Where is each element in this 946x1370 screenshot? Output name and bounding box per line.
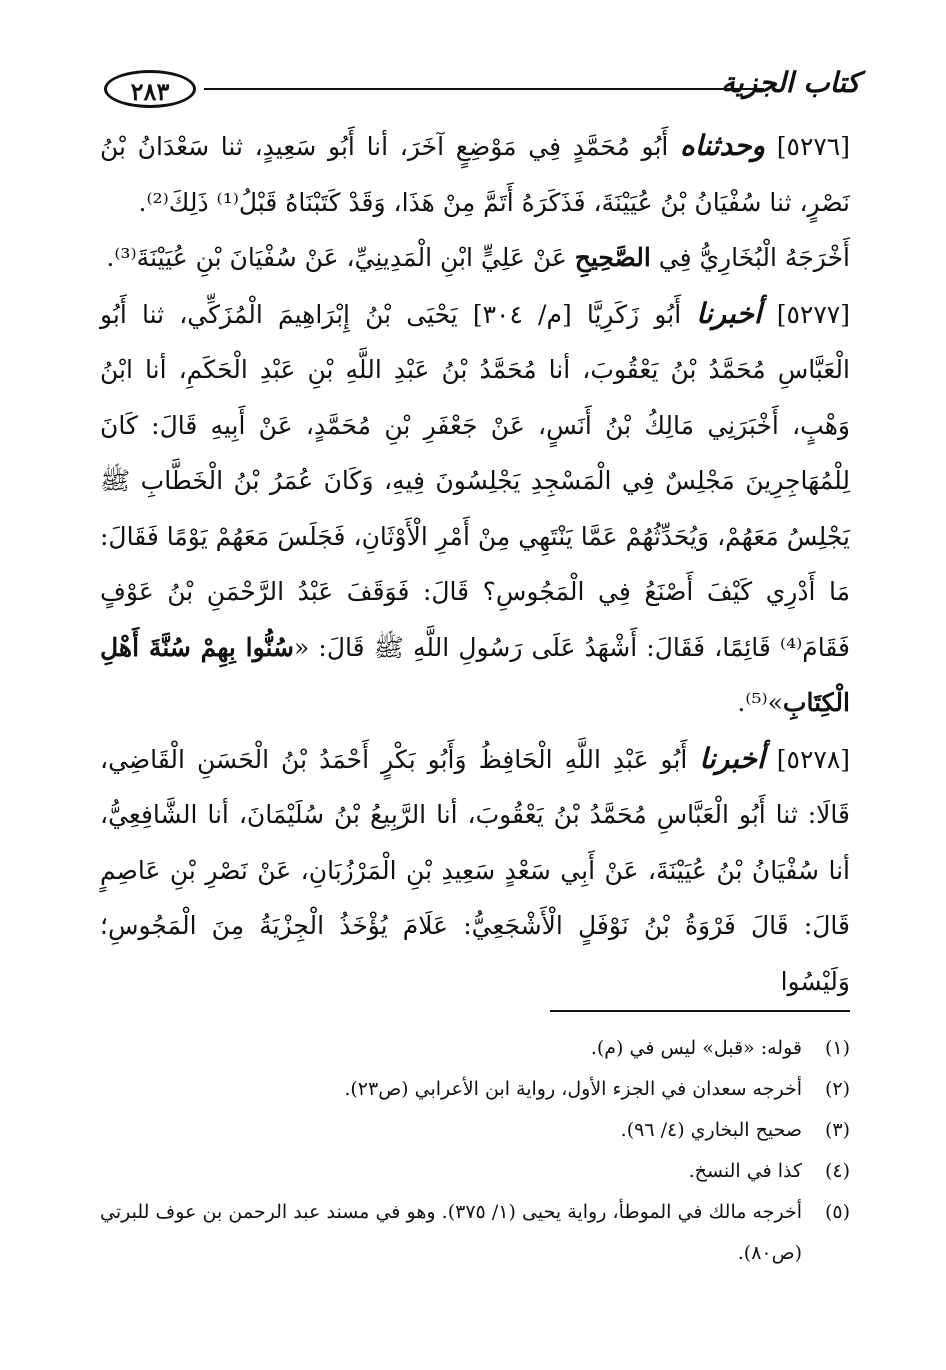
hadith-number: [٥٢٧٧] [776,299,850,329]
hadith-5278 [100,731,850,1010]
footnotes [100,1028,850,1274]
header-rule [204,88,764,90]
hadith-text-end: »⁽⁵⁾. [737,688,783,717]
hadith-lead: وحدثناه [680,129,766,162]
footnote-number: (٣) [824,1119,850,1141]
footnote-text: أخرجه مالك في الموطأ، رواية يحيى (١/ ٣٧٥). وهو في مسند عبد الرحمن بن عوف للبرتي (ص٨٠). [100,1201,802,1264]
page-header [100,66,860,116]
hadith-text: أَبُو زَكَرِيَّا [م/ ٣٠٤] يَحْيَى بْنُ إِبْرَاهِيمَ الْمُزَكِّي، ثنا أَبُو الْعَبَّاسِ مُحَمَّدُ بْنُ يَعْقُوبَ، أنا مُحَمَّدُ بْنُ عَبْدِ اللَّهِ بْنِ عَبْدِ الْحَكَمِ، أنا ابْنُ وَهْبٍ، أَخْبَرَنِي مَالِكُ بْنُ أَنَسٍ، عَنْ جَعْفَرِ بْنِ مُحَمَّدٍ، عَنْ أَبِيهِ قَالَ: كَانَ لِلْمُهَاجِرِينَ مَجْلِسٌ فِي الْمَسْجِدِ يَجْلِسُونَ فِيهِ، وَكَانَ عُمَرُ بْنُ الْخَطَّابِ ﷺ يَجْلِسُ مَعَهُمْ، وَيُحَدِّثُهُمْ عَمَّا يَنْتَهِي مِنْ أَمْرِ الْأَوْثَانِ، فَجَلَسَ مَعَهُمْ يَوْمًا فَقَالَ: مَا أَدْرِي كَيْفَ أَصْنَعُ فِي الْمَجُوسِ؟ قَالَ: فَوَقَفَ عَبْدُ الرَّحْمَنِ بْنُ عَوْفٍ فَقَامَ⁽⁴⁾ قَائِمًا، فَقَالَ: أَشْهَدُ عَلَى رَسُولِ اللَّهِ ﷺ قَالَ: « [100,299,850,662]
hadith-number: [٥٢٧٨] [776,744,851,774]
hadith-lead: أخبرنا [696,296,762,330]
hadith-text: أَبُو مُحَمَّدٍ فِي مَوْضِعٍ آخَرَ، أنا أَبُو سَعِيدٍ، ثنا سَعْدَانُ بْنُ نَصْرٍ، ثنا سُفْيَانُ بْنُ عُيَيْنَةَ، فَذَكَرَهُ أَتَمَّ مِنْ هَذَا، وَقَدْ كَتَبْنَاهُ قَبْلُ⁽¹⁾ ذَلِكَ⁽²⁾. [100,132,850,217]
book-title: كتاب الجزية [720,66,860,99]
hadith-text: أَبُو عَبْدِ اللَّهِ الْحَافِظُ وَأَبُو بَكْرٍ أَحْمَدُ بْنُ الْحَسَنِ الْقَاضِي، قَالَا: ثنا أَبُو الْعَبَّاسِ مُحَمَّدُ بْنُ يَعْقُوبَ، أنا الرَّبِيعُ بْنُ سُلَيْمَانَ، أنا الشَّافِعِيُّ، أنا سُفْيَانُ بْنُ عُيَيْنَةَ، عَنْ أَبِي سَعْدٍ سَعِيدِ بْنِ الْمَرْزُبَانِ، عَنْ نَصْرِ بْنِ عَاصِمٍ قَالَ: قَالَ فَرْوَةُ بْنُ نَوْفَلٍ الْأَشْجَعِيُّ: عَلَامَ يُؤْخَذُ الْجِزْيَةُ مِنَ الْمَجُوسِ؛ وَلَيْسُوا [100,744,850,996]
footnote-number: (٤) [824,1160,850,1182]
footnote-text: قوله: «قبل» ليس في (م). [590,1037,802,1059]
footnote-1 [100,1028,850,1069]
hadith-5276 [100,118,850,230]
takhrij-text-after: عَنْ عَلِيٍّ ابْنِ الْمَدِينِيِّ، عَنْ سُفْيَانَ بْنِ عُيَيْنَةَ⁽³⁾. [106,243,567,272]
footnote-text: كذا في النسخ. [688,1160,802,1182]
footnote-2 [100,1069,850,1110]
main-text [100,118,850,1009]
footnote-text: أخرجه سعدان في الجزء الأول، رواية ابن الأعرابي (ص٢٣). [344,1078,802,1100]
hadith-number: [٥٢٧٦] [776,132,850,161]
footnote-separator [550,1010,850,1012]
page-number: ٢٨٣ [104,70,196,108]
hadith-5277 [100,286,850,731]
footnote-text: صحيح البخاري (٤/ ٩٦). [620,1119,802,1141]
prophetic-quote: سُنُّوا بِهِمْ سُنَّةَ أَهْلِ الْكِتَابِ [100,632,850,717]
takhrij-source: الصَّحِيحِ [574,243,651,272]
footnote-5 [100,1192,850,1274]
footnote-number: (١) [824,1037,850,1059]
hadith-lead: أخبرنا [699,741,765,775]
footnote-4 [100,1151,850,1192]
takhrij-text-before: أَخْرَجَهُ الْبُخَارِيُّ فِي [658,243,850,272]
footnote-number: (٢) [824,1078,850,1100]
footnote-3 [100,1110,850,1151]
footnote-number: (٥) [824,1201,850,1223]
takhrij-note [100,230,850,286]
